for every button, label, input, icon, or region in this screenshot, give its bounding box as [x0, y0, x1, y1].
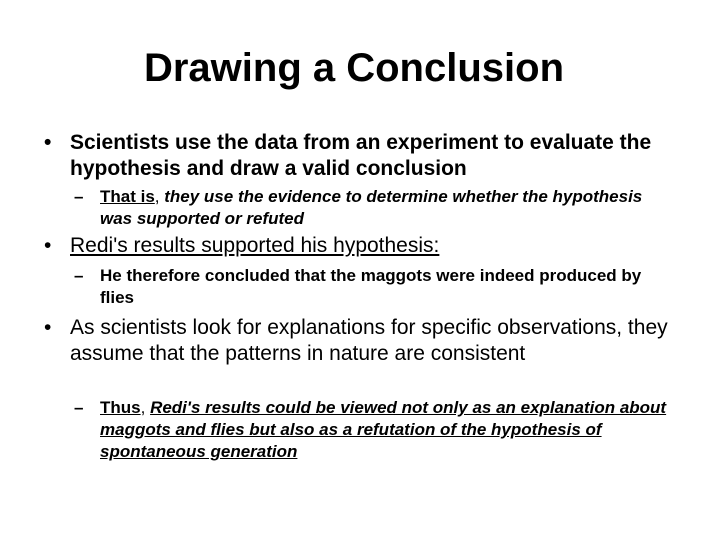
- bullet-marker: •: [44, 234, 52, 257]
- bullet-text: Redi's results supported his hypothesis:: [70, 234, 440, 257]
- dash-marker: –: [74, 187, 84, 206]
- bullet-item: [44, 130, 680, 182]
- bullet-text: As scientists look for explanations for specific observations, they assume that the patterns in nature are consistent: [70, 316, 668, 365]
- subbullet-text: they use the evidence to determine whether the hypothesis was supported or refuted: [100, 187, 643, 228]
- dash-marker: –: [74, 398, 84, 417]
- bullet-text: Scientists use the data from an experiment to evaluate the hypothesis and draw a valid conclusion: [70, 131, 652, 180]
- subbullet-text: Redi's results could be viewed not only as an explanation about maggots and flies but also as a refutation of the hypothesis of spontaneous generation: [100, 398, 667, 461]
- bullet-item: [44, 233, 670, 259]
- bullet-marker: •: [44, 131, 52, 154]
- subbullet-separator: ,: [140, 398, 151, 417]
- dash-marker: –: [74, 266, 84, 285]
- subbullet-item: [74, 397, 680, 463]
- subbullet-item: [74, 265, 660, 309]
- slide-title: Drawing a Conclusion: [143, 46, 565, 90]
- bullet-item: [44, 315, 690, 367]
- subbullet-text: He therefore concluded that the maggots were indeed produced by flies: [100, 266, 642, 307]
- subbullet-item: [74, 186, 660, 230]
- subbullet-lead: That is: [100, 187, 155, 206]
- subbullet-separator: ,: [154, 187, 165, 206]
- subbullet-lead: Thus: [100, 398, 141, 417]
- bullet-marker: •: [44, 316, 52, 339]
